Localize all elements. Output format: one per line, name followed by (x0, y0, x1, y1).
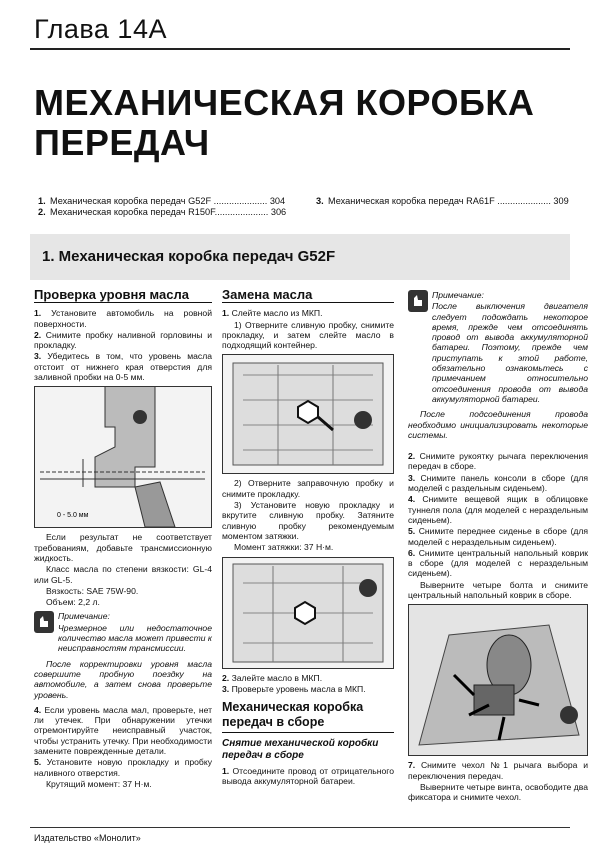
text: Если результат не соответствует требованиям, добавьте трансмиссионную жидкость. (34, 532, 212, 563)
filler-plug-diagram (223, 558, 393, 668)
section-header (30, 234, 570, 280)
note-title: Примечание: (432, 290, 484, 300)
substep: 2) Отверните заправочную пробку и снимите прокладку. (222, 478, 394, 499)
toc-item[interactable]: 2. Механическая коробка передач R150F..................... 306 (38, 207, 287, 217)
column-oil-change (222, 287, 394, 788)
heading-transmission-assembly: Механическая коробка передач в сборе (222, 700, 394, 733)
note-block (408, 290, 588, 405)
step: 1. Слейте масло из МКП. (222, 308, 323, 319)
substep: 1) Отверните сливную пробку, снимите прокладку, и затем слейте масло в подходящий контейнер. (222, 319, 394, 351)
bottom-rule (30, 827, 570, 828)
step: 5. Установите новую прокладку и пробку наливного отверстия. (34, 757, 213, 778)
title-line-2: ПЕРЕДАЧ (34, 122, 210, 163)
note-text: После подсоединения провода необходимо инициализировать некоторые системы. (408, 409, 588, 440)
step: 5. Снимите переднее сиденье в сборе (для моделей с нераздельным сиденьем). (408, 526, 589, 547)
console-figure (408, 604, 588, 756)
heading-removal: Снятие механической коробки передач в сборе (222, 738, 379, 762)
toc-item[interactable]: 1. Механическая коробка передач G52F ..................... 304 (38, 196, 286, 206)
step: 7. Снимите чехол №1 рычага выбора и переключения передач. (408, 760, 588, 781)
console-diagram (409, 605, 587, 755)
chapter-title: Глава 14А (34, 14, 167, 44)
drain-plug-figure (222, 354, 394, 474)
note-text: После корректировки уровня масла совершите пробную поездку на автомобиле, а затем снова проверьте уровень. (34, 658, 212, 700)
oil-level-diagram (35, 387, 211, 527)
substep: 3) Установите новую прокладку и вкрутите сливную пробку. Затяните сливную пробку рекомендуемым моментом затяжки. (222, 500, 394, 541)
top-rule (30, 48, 570, 50)
step: 1. Отсоедините провод от отрицательного вывода аккумуляторной батареи. (222, 766, 394, 787)
heading-oil-check: Проверка уровня масла (34, 290, 212, 303)
text: Класс масла по степени вязкости: GL-4 или GL-5. (34, 564, 212, 585)
note-hand-icon (408, 290, 428, 405)
toc-col-left (38, 196, 286, 218)
step: 3. Убедитесь в том, что уровень масла отстоит от нижнего края отверстия для заливной пробки на 0-5 мм. (34, 351, 213, 383)
title-line-1: МЕХАНИЧЕСКАЯ КОРОБКА (34, 82, 535, 123)
fig-label: 0 - 5.0 мм (57, 512, 89, 520)
note-hand-icon (34, 611, 54, 654)
note-block (34, 611, 212, 654)
note-text: После выключения двигателя следует подождать некоторое время, прежде чем отсоединять провод от вывода аккумуляторной батареи. Поэтому, прежде чем приступать к этой работе, обязательно ознакомьтесь с примечанием относительно отсоединения провода от вывода аккумуляторной батареи. (432, 301, 588, 404)
note-text: Чрезмерное или недостаточное количество масла может привести к неисправностям трансмиссии. (58, 622, 212, 654)
note-title: Примечание: (58, 611, 110, 622)
substep: Выверните четыре винта, освободите два фиксатора и снимите чехол. (408, 781, 588, 803)
substep: Выверните четыре болта и снимите центральный напольный коврик в сборе. (408, 579, 588, 601)
step: 2. Снимите пробку наливной горловины и прокладку. (34, 329, 212, 351)
toc-col-right (316, 196, 569, 207)
torque: Момент затяжки: 37 Н·м. (234, 542, 334, 553)
step: 3. Снимите панель консоли в сборе (для моделей с раздельным сиденьем). (408, 472, 589, 494)
drain-plug-diagram (223, 355, 393, 473)
heading-oil-change: Замена масла (222, 290, 394, 303)
section-title: 1. Механическая коробка передач G52F (42, 248, 336, 265)
toc-item[interactable]: 3. Механическая коробка передач RA61F ..................... 309 (316, 196, 569, 206)
oil-level-figure (34, 386, 212, 528)
step: 2. Залейте масло в МКП. (222, 672, 323, 683)
page-title (34, 83, 534, 163)
step: 4. Снимите вещевой ящик в облицовке туннеля пола (для моделей с нераздельным сиденьем). (408, 494, 589, 525)
filler-plug-figure (222, 557, 394, 669)
step: 2. Снимите рукоятку рычага переключения передач в сборе. (408, 451, 588, 472)
text: Вязкость: SAE 75W-90. (46, 585, 139, 596)
text: Объем: 2,2 л. (46, 597, 100, 608)
step: 6. Снимите центральный напольный коврик в сборе (для моделей с нераздельным сиденьем). (408, 547, 589, 579)
publisher: Издательство «Монолит» (34, 833, 141, 843)
step: 1. Установите автомобиль на ровной поверхности. (34, 308, 212, 329)
torque: Крутящий момент: 37 Н·м. (46, 778, 152, 789)
column-removal (408, 290, 588, 804)
column-oil-check (34, 287, 213, 790)
step: 4. Если уровень масла мал, проверьте, нет ли утечек. При обнаружении утечки отремонтируйте неисправный участок, чтобы устранить утечку. При необходимости замените поврежденные детали. (34, 704, 212, 757)
step: 3. Проверьте уровень масла в МКП. (222, 683, 366, 694)
